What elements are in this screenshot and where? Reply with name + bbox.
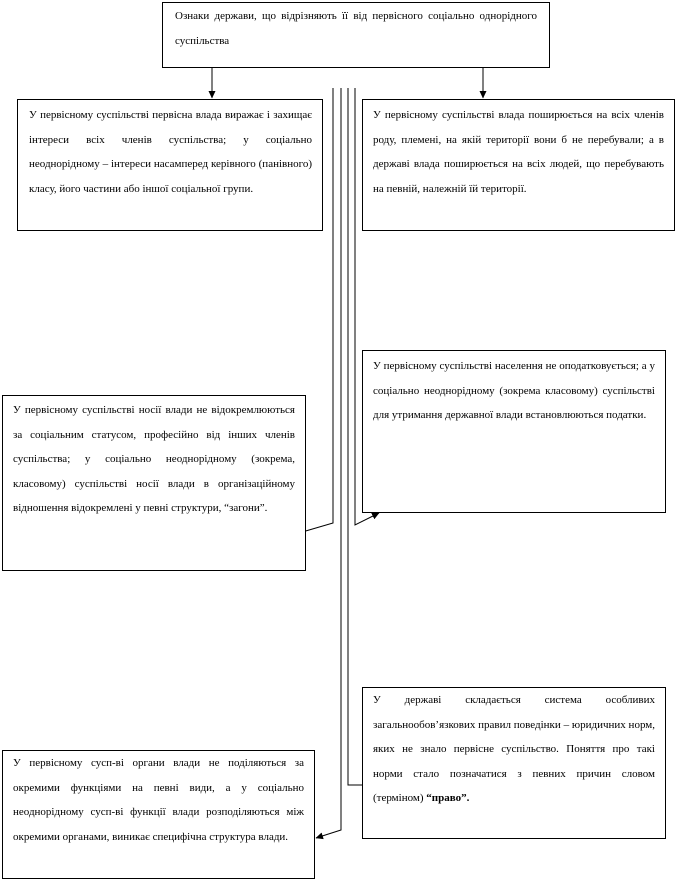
feature-box-separation-of-functions — [2, 750, 315, 879]
feature-text: У первісному суспільстві населення не оподатковується; а у соціально неоднорідному (зокрема класовому) суспільстві для утримання державної влади встановлюються податки. — [373, 360, 655, 421]
feature-text: У первісному суспільстві влада поширюється на всіх членів роду, племені, на якій території вони б не перебували; а в державі влада поширюється на всіх людей, що перебувають на певній, належній їй території. — [373, 109, 664, 195]
root-text: Ознаки держави, що відрізняють її від первісного соціально однорідного суспільства — [175, 10, 537, 47]
feature-text: У первісному суспільстві первісна влада виражає і захищає інтереси всіх членів суспільства; у соціально неоднорідному – інтереси насамперед керівного (панівного) класу, його частини або іншої соціальної групи. — [29, 109, 312, 195]
feature-box-power-interests — [17, 99, 323, 231]
feature-box-territory — [362, 99, 675, 231]
feature-text: У державі складається система особливих загальнообов’язкових правил поведінки – юридичних норм, яких не знало первісне суспільство. Поняття про такі норми стало позначатися з певних причин словом (терміном) — [373, 694, 655, 804]
root-box — [162, 2, 550, 68]
feature-text: У первісному сусп-ві органи влади не поділяються за окремими функціями на певні види, а у соціально неоднорідному сусп-ві функції влади розподіляються між окремими органами, виникає специфічна структура влади. — [13, 757, 304, 843]
feature-box-taxes — [362, 350, 666, 513]
feature-emphasis: “право”. — [426, 792, 470, 804]
feature-text-block — [373, 688, 655, 811]
feature-box-power-holders — [2, 395, 306, 571]
feature-text: У первісному суспільстві носії влади не відокремлюються за соціальним статусом, професійно від інших членів суспільства; у соціально неоднорідному (зокрема, класовому) суспільстві носії влади в організаційному відношення відокремлені у певні структури, “загони”. — [13, 404, 295, 514]
feature-box-law — [362, 687, 666, 839]
